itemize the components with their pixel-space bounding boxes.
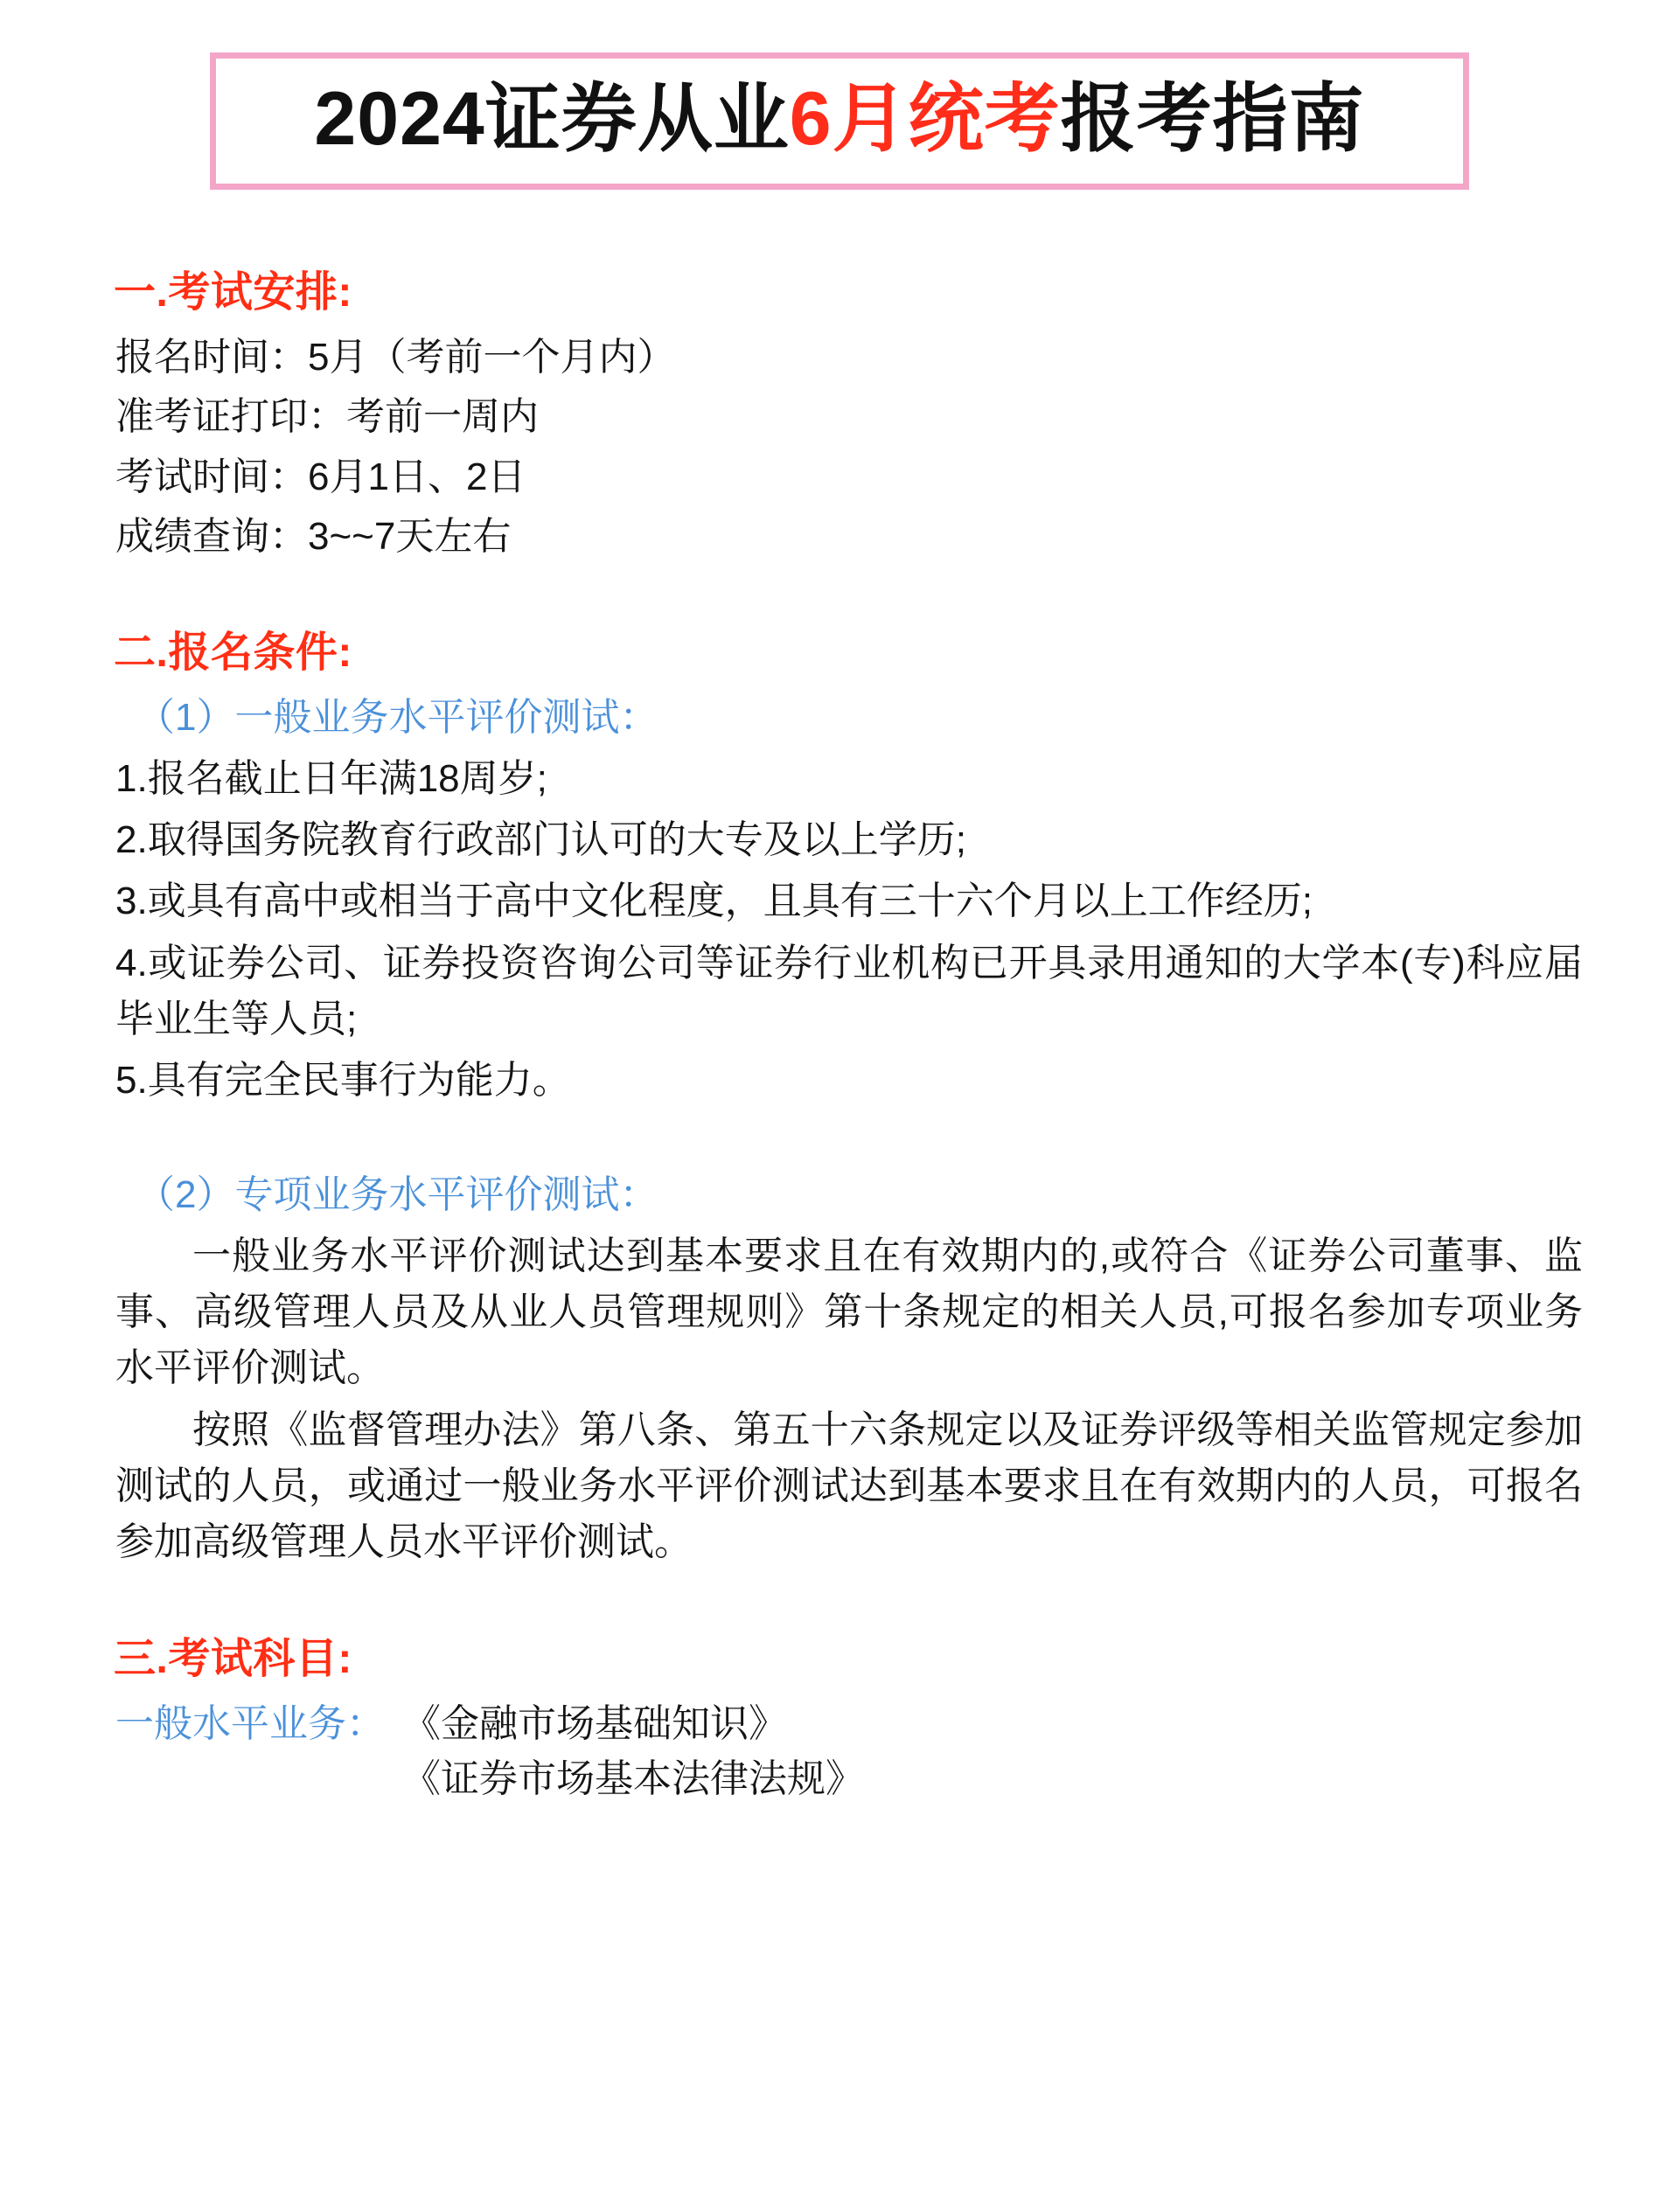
section-heading-exam-schedule: 一.考试安排: (114, 268, 352, 316)
requirements-sub-heading-general: （1）一般业务水平评价测试： (136, 696, 658, 740)
title-part-2: 6月统考 (789, 77, 1061, 161)
schedule-line-exam-date: 考试时间：6月1日、2日 (115, 455, 526, 498)
requirement-item-1: 1.报名截止日年满18周岁; (115, 756, 547, 800)
subject-group-general (115, 1697, 1583, 1806)
requirement-item-5: 5.具有完全民事行为能力。 (115, 1059, 571, 1103)
requirement-item-3: 3.或具有高中或相当于高中文化程度，且具有三十六个月以上工作经历; (115, 880, 1313, 923)
subject-item-1: 《金融市场基础知识》 (402, 1702, 787, 1746)
special-requirement-paragraph-1: 一般业务水平评价测试达到基本要求且在有效期内的,或符合《证券公司董事、监事、高级管理人员及从业人员管理规则》第十条规定的相关人员,可报名参加专项业务水平评价测试。 (115, 1234, 1583, 1390)
title-part-1: 2024证券从业 (314, 77, 790, 161)
subject-item-list (402, 1697, 864, 1806)
requirement-item-2: 2.取得国务院教育行政部门认可的大专及以上学历; (115, 818, 966, 862)
spacer (96, 1114, 1583, 1158)
title-banner (210, 52, 1469, 190)
page-title (225, 78, 1454, 161)
requirements-sub-heading-special: （2）专项业务水平评价测试： (136, 1173, 658, 1217)
section-heading-exam-subjects: 三.考试科目: (114, 1636, 352, 1683)
schedule-line-registration: 报名时间：5月（考前一个月内） (115, 335, 676, 379)
special-requirement-paragraph-2: 按照《监督管理办法》第八条、第五十六条规定以及证券评级等相关监管规定参加测试的人员，或通过一般业务水平评价测试达到基本要求且在有效期内的人员，可报名参加高级管理人员水平评价测试。 (115, 1408, 1583, 1563)
title-part-3: 报考指南 (1060, 77, 1365, 161)
subject-item-2: 《证券市场基本法律法规》 (402, 1756, 864, 1800)
schedule-line-score-query: 成绩查询：3~~7天左右 (115, 515, 512, 558)
requirement-item-4: 4.或证券公司、证券投资咨询公司等证券行业机构已开具录用通知的大学本(专)科应届毕业生等人员; (115, 941, 1583, 1040)
section-heading-requirements: 二.报名条件: (114, 630, 352, 677)
schedule-line-admission-ticket: 准考证打印：考前一周内 (115, 395, 539, 439)
subject-group-label: 一般水平业务： (115, 1702, 385, 1746)
